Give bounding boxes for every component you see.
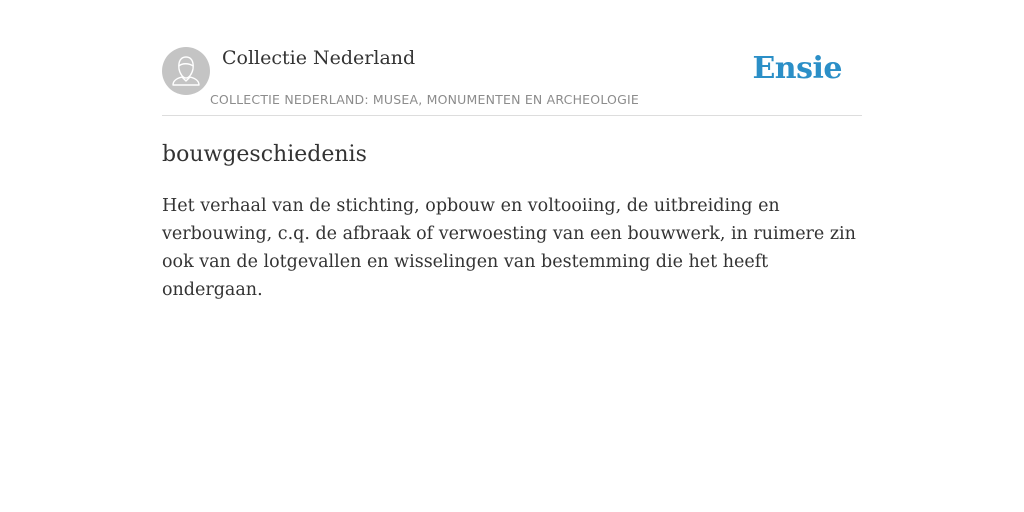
author-name[interactable]: Collectie Nederland [222,47,416,69]
avatar[interactable] [162,47,210,95]
entry-definition: Het verhaal van de stichting, opbouw en voltooiing, de uitbreiding en verbouwing, c.q. de afbraak of verwoesting van een bouwwerk, in ruimere zin ook van de lotgevallen en wisselingen van bestemming die het heeft ondergaan. [162,196,856,300]
author-subtitle: COLLECTIE NEDERLAND: MUSEA, MONUMENTEN EN ARCHEOLOGIE [210,92,639,107]
card-header [162,0,862,116]
definition-card [162,0,862,300]
user-silhouette-icon [162,47,210,95]
entry-term: bouwgeschiedenis [162,142,367,167]
brand-logo[interactable]: Ensie [752,51,842,86]
